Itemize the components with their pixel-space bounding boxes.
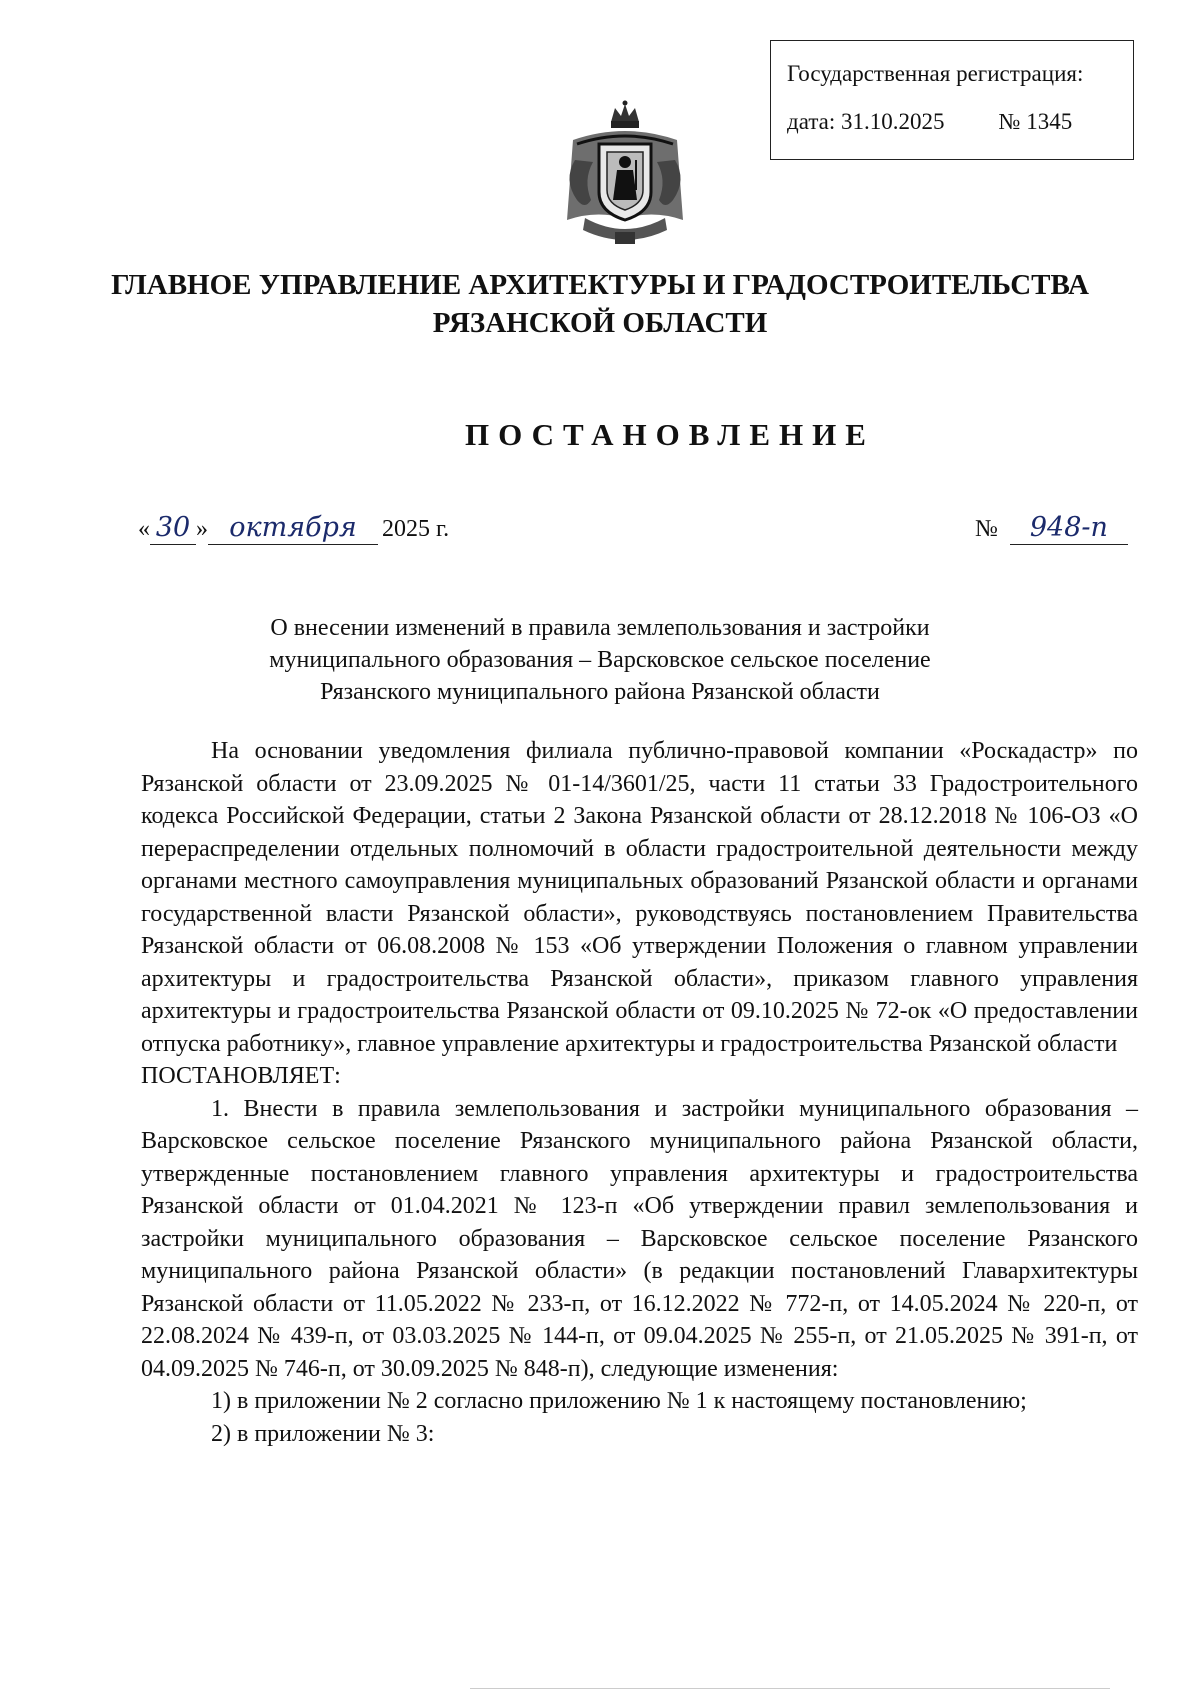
preamble-paragraph: На основании уведомления филиала публично-правовой компании «Роскадастр» по Рязанской области от 23.09.2025 № 01-14/3601/25, части 11 статьи 33 Градостроительного кодекса Российской Федерации, статьи 2 Закона Рязанской области от 28.12.2018 № 106-ОЗ «О перераспределении отдельных полномочий в области градостроительной деятельности между органами местного самоуправления муниципальных образований Рязанской области и органами государственной власти Рязанской области», руководствуясь постановлением Правительства Рязанской области от 06.08.2008 № 153 «Об утверждении Положения о главном управлении архитектуры и градостроительства Рязанской области», приказом главного управления архитектуры и градостроительства Рязанской области от 09.10.2025 № 72-ок «О предоставлении отпуска работнику», главное управление архитектуры и градостроительства Рязанской области (141, 738, 1138, 1057)
registration-title: Государственная регистрация: (787, 61, 1084, 86)
document-type: ПОСТАНОВЛЕНИЕ (465, 417, 875, 452)
registration-date: дата: 31.10.2025 (787, 109, 945, 134)
organization-title-line1: ГЛАВНОЕ УПРАВЛЕНИЕ АРХИТЕКТУРЫ И ГРАДОСТРОИТЕЛЬСТВА (111, 269, 1089, 301)
subitem-1-paragraph: 1) в приложении № 2 согласно приложению № 1 к настоящему постановлению; (211, 1388, 1027, 1414)
resolves-keyword: ПОСТАНОВЛЯЕТ: (141, 1063, 341, 1089)
subject-line3: Рязанского муниципального района Рязанской области (320, 679, 880, 705)
document-date (138, 512, 449, 545)
date-day: 30 (150, 512, 196, 545)
organization-title-line2: РЯЗАНСКОЙ ОБЛАСТИ (432, 307, 768, 339)
registration-details (787, 107, 1119, 137)
subject-line1: О внесении изменений в правила землепользования и застройки (270, 615, 930, 641)
document-subject (200, 612, 1000, 708)
document-number-label: № (975, 516, 998, 542)
date-close-quote: » (196, 516, 208, 542)
organization-title (60, 266, 1140, 342)
date-year: 2025 г. (382, 516, 450, 542)
document-number (975, 512, 1128, 545)
subject-line2: муниципального образования – Варсковское сельское поселение (269, 647, 931, 673)
coat-of-arms-icon (555, 100, 695, 250)
item-1-paragraph: 1. Внести в правила землепользования и застройки муниципального образования – Варсковское сельское поселение Рязанского муниципального района Рязанской области, утвержденные постановлением главного управления архитектуры и градостроительства Рязанской области от 01.04.2021 № 123-п «Об утверждении правил землепользования и застройки муниципального образования – Варсковское сельское поселение Рязанского муниципального района Рязанской области» (в редакции постановлений Главархитектуры Рязанской области от 11.05.2022 № 233-п, от 16.12.2022 № 772-п, от 14.05.2024 № 220-п, от 22.08.2024 № 439-п, от 03.03.2025 № 144-п, от 09.04.2025 № 255-п, от 21.05.2025 № 391-п, от 04.09.2025 № 746-п, от 30.09.2025 № 848-п), следующие изменения: (141, 1095, 1138, 1382)
document-body (141, 735, 1138, 1450)
subitem-2-paragraph: 2) в приложении № 3: (211, 1420, 435, 1447)
document-number-value: 948-п (1010, 512, 1128, 545)
registration-number: № 1345 (998, 109, 1073, 134)
date-open-quote: « (138, 516, 150, 542)
page-bottom-rule (470, 1688, 1110, 1689)
date-month: октября (208, 512, 378, 545)
registration-stamp (770, 40, 1134, 160)
